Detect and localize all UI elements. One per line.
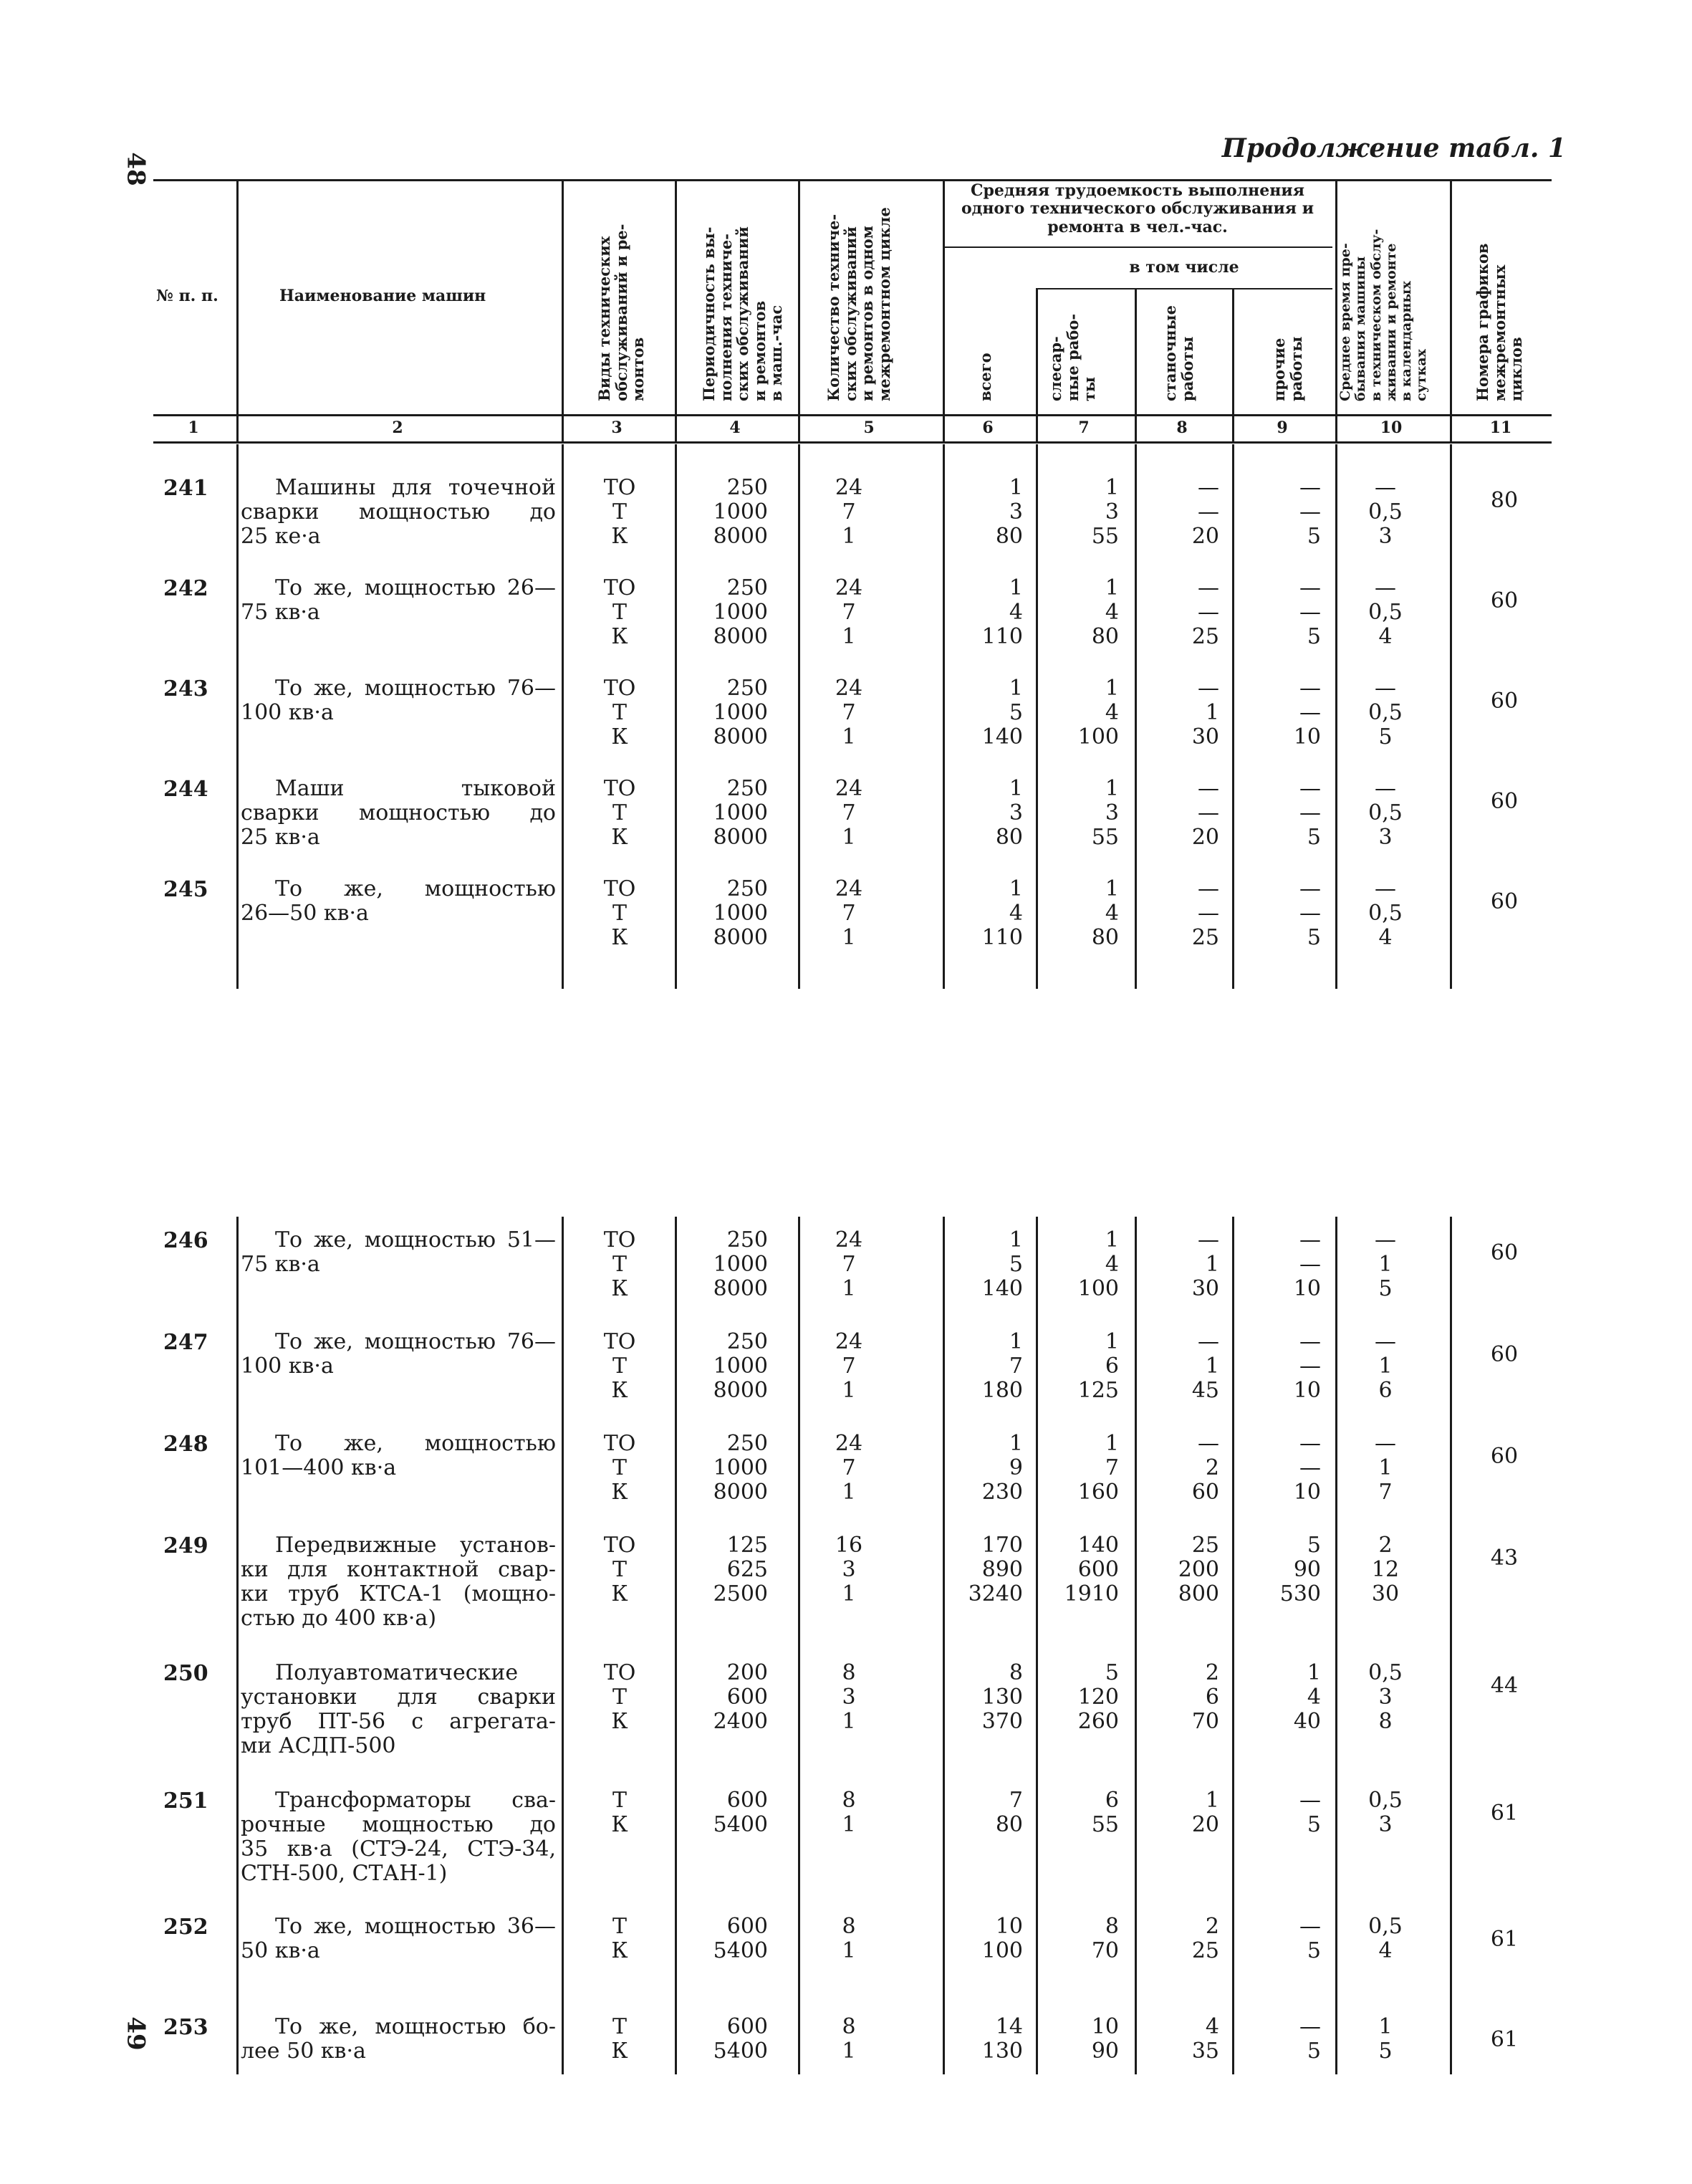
cell-days: — 0,5 4 xyxy=(1368,575,1403,649)
colnum-1: 1 xyxy=(188,418,199,437)
cell-count: 8 3 1 xyxy=(842,1660,856,1734)
column-rule xyxy=(1450,1217,1452,2074)
cell-period: 250 1000 8000 xyxy=(713,776,768,850)
cell-count: 24 7 1 xyxy=(835,876,863,950)
machine-name xyxy=(241,576,556,625)
cell-total: 7 80 xyxy=(995,1788,1023,1837)
cell-slesar: 10 90 xyxy=(1091,2014,1119,2064)
machine-name-line: 50 кв·а xyxy=(241,1938,320,1963)
machine-name-line: рочные мощностью до xyxy=(241,1812,556,1837)
row-number: 246 xyxy=(163,1228,208,1253)
machine-name-line: То же, мощностью 36— xyxy=(275,1914,556,1939)
cell-count: 8 1 xyxy=(842,1788,856,1837)
cell-graph: 60 xyxy=(1490,1342,1519,1367)
cell-slesar: 140 600 1910 xyxy=(1064,1533,1119,1606)
cell-days: — 1 7 xyxy=(1375,1431,1396,1505)
colnum-4: 4 xyxy=(729,418,741,437)
cell-period: 600 5400 xyxy=(713,2014,768,2064)
cell-stanoch: — — 20 xyxy=(1191,776,1219,850)
cell-slesar: 1 4 100 xyxy=(1077,1227,1119,1301)
cell-types: ТО Т К xyxy=(603,776,636,850)
cell-count: 24 7 1 xyxy=(835,575,863,649)
header-col8: станочные работы xyxy=(1161,305,1196,401)
colnum-6: 6 xyxy=(982,418,994,437)
cell-prochie: — — 10 xyxy=(1293,1227,1321,1301)
header-top-rule xyxy=(153,179,1552,181)
header-col4: Периодичность вы- полнения техниче- ских обслуживаний и ремонтов в маш.-час xyxy=(700,226,786,401)
cell-period: 600 5400 xyxy=(713,1914,768,1963)
cell-types: ТО Т К xyxy=(603,1227,636,1301)
cell-prochie: 1 4 40 xyxy=(1293,1660,1321,1734)
cell-slesar: 1 4 80 xyxy=(1091,876,1119,950)
cell-period: 125 625 2500 xyxy=(713,1533,768,1606)
cell-count: 24 7 1 xyxy=(835,1227,863,1301)
header-subgroup: в том числе xyxy=(1129,258,1239,277)
machine-name-line: 100 кв·а xyxy=(241,1354,334,1379)
machine-name xyxy=(241,1533,556,1631)
header-col6: всего xyxy=(976,353,994,401)
header-col1: № п. п. xyxy=(156,287,218,305)
cell-prochie: — 5 xyxy=(1299,2014,1321,2064)
cell-total: 1 9 230 xyxy=(981,1431,1023,1505)
cell-count: 24 7 1 xyxy=(835,776,863,850)
cell-types: ТО Т К xyxy=(603,575,636,649)
cell-count: 16 3 1 xyxy=(835,1533,863,1606)
header-column-rule xyxy=(236,181,239,441)
cell-period: 250 1000 8000 xyxy=(713,575,768,649)
cell-days: 0,5 4 xyxy=(1368,1914,1403,1963)
header-column-rule xyxy=(798,181,800,441)
cell-total: 1 5 140 xyxy=(981,1227,1023,1301)
cell-graph: 43 xyxy=(1490,1546,1519,1571)
cell-days: 0,5 3 8 xyxy=(1368,1660,1403,1734)
cell-total: 1 5 140 xyxy=(981,676,1023,749)
cell-prochie: — — 10 xyxy=(1293,1329,1321,1403)
subgroup-rule xyxy=(1036,288,1332,289)
cell-period: 250 1000 8000 xyxy=(713,1431,768,1505)
cell-slesar: 1 4 100 xyxy=(1077,676,1119,749)
cell-graph: 60 xyxy=(1490,689,1519,714)
column-rule xyxy=(236,1217,239,2074)
cell-days: 2 12 30 xyxy=(1371,1533,1400,1606)
column-rule xyxy=(562,444,564,989)
cell-graph: 61 xyxy=(1490,2027,1519,2052)
machine-name-line: Передвижные установ- xyxy=(275,1533,556,1558)
cell-types: ТО Т К xyxy=(603,1660,636,1734)
row-number: 247 xyxy=(163,1330,208,1355)
row-number: 242 xyxy=(163,576,208,601)
cell-prochie: — — 10 xyxy=(1293,1431,1321,1505)
cell-stanoch: — — 25 xyxy=(1191,575,1219,649)
colnum-9: 9 xyxy=(1277,418,1288,437)
cell-total: 10 100 xyxy=(981,1914,1023,1963)
cell-stanoch: — 2 60 xyxy=(1191,1431,1219,1505)
cell-graph: 44 xyxy=(1490,1673,1519,1698)
cell-period: 250 1000 8000 xyxy=(713,676,768,749)
machine-name-line: 25 кв·а xyxy=(241,825,320,850)
cell-days: — 0,5 4 xyxy=(1368,876,1403,950)
cell-days: — 0,5 5 xyxy=(1368,676,1403,749)
cell-types: ТО Т К xyxy=(603,876,636,950)
cell-days: — 1 5 xyxy=(1375,1227,1396,1301)
cell-slesar: 6 55 xyxy=(1091,1788,1119,1837)
machine-name-line: Машины для точечной xyxy=(275,475,556,500)
cell-stanoch: — 1 45 xyxy=(1191,1329,1219,1403)
cell-slesar: 5 120 260 xyxy=(1077,1660,1119,1734)
cell-prochie: 5 90 530 xyxy=(1279,1533,1321,1606)
cell-prochie: — 5 xyxy=(1299,1788,1321,1837)
cell-total: 8 130 370 xyxy=(981,1660,1023,1734)
machine-name-line: труб ПТ-56 с агрегата- xyxy=(241,1709,556,1734)
column-rule xyxy=(1450,444,1452,989)
machine-name-line: 35 кв·а (СТЭ-24, СТЭ-34, xyxy=(241,1836,556,1862)
cell-types: Т К xyxy=(611,1788,628,1837)
machine-name xyxy=(241,1915,556,1963)
machine-name-line: То же, мощностью 51— xyxy=(275,1227,556,1253)
cell-period: 200 600 2400 xyxy=(713,1660,768,1734)
row-number: 243 xyxy=(163,676,208,701)
cell-count: 24 7 1 xyxy=(835,475,863,549)
machine-name-line: То же, мощностью 76— xyxy=(275,676,556,701)
cell-total: 170 890 3240 xyxy=(968,1533,1023,1606)
cell-total: 1 3 80 xyxy=(995,475,1023,549)
continuation-title: Продолжение табл. 1 xyxy=(1221,133,1566,163)
cell-slesar: 1 4 80 xyxy=(1091,575,1119,649)
machine-name-line: 26—50 кв·а xyxy=(241,901,369,926)
colnum-3: 3 xyxy=(611,418,623,437)
cell-count: 24 7 1 xyxy=(835,676,863,749)
cell-types: ТО Т К xyxy=(603,475,636,549)
row-number: 249 xyxy=(163,1533,208,1558)
header-col11: Номера графиков межремонтных циклов xyxy=(1474,243,1526,401)
colnum-5: 5 xyxy=(863,418,875,437)
page-number-top: 48 xyxy=(121,152,150,186)
colnum-2: 2 xyxy=(392,418,403,437)
machine-name-line: То же, мощностью 76— xyxy=(275,1329,556,1354)
header-col2: Наименование машин xyxy=(279,287,486,305)
machine-name-line: СТН-500, СТАН-1) xyxy=(241,1861,448,1886)
cell-graph: 60 xyxy=(1490,588,1519,613)
row-number: 253 xyxy=(163,2015,208,2040)
cell-prochie: — — 5 xyxy=(1299,575,1321,649)
cell-prochie: — — 5 xyxy=(1299,776,1321,850)
cell-total: 1 3 80 xyxy=(995,776,1023,850)
colnum-8: 8 xyxy=(1176,418,1188,437)
cell-prochie: — — 10 xyxy=(1293,676,1321,749)
column-rule xyxy=(798,444,800,989)
cell-stanoch: — 1 30 xyxy=(1191,1227,1219,1301)
row-number: 251 xyxy=(163,1788,208,1814)
machine-name-line: Полуавтоматические xyxy=(275,1660,519,1685)
cell-graph: 61 xyxy=(1490,1801,1519,1826)
header-col7: слесар- ные рабо- ты xyxy=(1047,313,1099,401)
cell-period: 250 1000 8000 xyxy=(713,1329,768,1403)
cell-total: 1 4 110 xyxy=(981,876,1023,950)
cell-stanoch: 4 35 xyxy=(1191,2014,1219,2064)
cell-types: ТО Т К xyxy=(603,1431,636,1505)
cell-graph: 80 xyxy=(1490,488,1519,513)
machine-name-line: ки труб КТСА-1 (мощно- xyxy=(241,1581,556,1606)
cell-count: 8 1 xyxy=(842,1914,856,1963)
cell-types: Т К xyxy=(611,1914,628,1963)
header-column-rule xyxy=(675,181,677,441)
machine-name-line: То же, мощностью бо- xyxy=(275,2014,556,2039)
machine-name-line: установки для сварки xyxy=(241,1685,556,1710)
cell-total: 14 130 xyxy=(981,2014,1023,2064)
machine-name xyxy=(241,2015,556,2064)
colnum-7: 7 xyxy=(1078,418,1090,437)
cell-graph: 61 xyxy=(1490,1927,1519,1952)
machine-name-line: То же, мощностью xyxy=(275,1431,556,1456)
machine-name-line: стью до 400 кв·а) xyxy=(241,1606,437,1631)
cell-days: 1 5 xyxy=(1378,2014,1393,2064)
machine-name-line: То же, мощностью xyxy=(275,876,556,901)
cell-stanoch: — 1 30 xyxy=(1191,676,1219,749)
machine-name-line: сварки мощностью до xyxy=(241,499,556,525)
header-column-rule xyxy=(1450,181,1452,441)
cell-total: 1 4 110 xyxy=(981,575,1023,649)
row-number: 248 xyxy=(163,1432,208,1457)
machine-name-line: То же, мощностью 26— xyxy=(275,575,556,600)
cell-stanoch: — — 20 xyxy=(1191,475,1219,549)
machine-name-line: Маши тыковой xyxy=(275,776,556,801)
machine-name xyxy=(241,877,556,926)
machine-name xyxy=(241,1228,556,1277)
colnum-rule xyxy=(153,441,1552,444)
cell-period: 600 5400 xyxy=(713,1788,768,1837)
cell-graph: 60 xyxy=(1490,889,1519,914)
header-col3: Виды технических обслуживаний и ре- монтов xyxy=(595,224,648,401)
machine-name-line: 25 ке·а xyxy=(241,524,321,549)
cell-types: ТО Т К xyxy=(603,1329,636,1403)
machine-name-line: сварки мощностью до xyxy=(241,800,556,825)
cell-count: 8 1 xyxy=(842,2014,856,2064)
machine-name-line: 75 кв·а xyxy=(241,600,320,625)
cell-prochie: — 5 xyxy=(1299,1914,1321,1963)
cell-days: — 1 6 xyxy=(1375,1329,1396,1403)
header-column-rule xyxy=(562,181,564,441)
cell-stanoch: 25 200 800 xyxy=(1178,1533,1219,1606)
machine-name xyxy=(241,476,556,549)
cell-slesar: 1 7 160 xyxy=(1077,1431,1119,1505)
machine-name xyxy=(241,1788,556,1886)
machine-name xyxy=(241,777,556,850)
cell-stanoch: 2 6 70 xyxy=(1191,1660,1219,1734)
row-number: 245 xyxy=(163,877,208,902)
cell-slesar: 1 3 55 xyxy=(1091,776,1119,850)
column-rule xyxy=(798,1217,800,2074)
cell-slesar: 1 3 55 xyxy=(1091,475,1119,549)
row-number: 244 xyxy=(163,777,208,802)
cell-graph: 60 xyxy=(1490,1240,1519,1265)
column-rule xyxy=(236,444,239,989)
header-group: Средняя трудоемкость выполнения одного технического обслуживания и ремонта в чел.-час. xyxy=(961,181,1314,236)
cell-period: 250 1000 8000 xyxy=(713,1227,768,1301)
row-number: 252 xyxy=(163,1915,208,1940)
cell-days: 0,5 3 xyxy=(1368,1788,1403,1837)
cell-slesar: 1 6 125 xyxy=(1077,1329,1119,1403)
cell-graph: 60 xyxy=(1490,1444,1519,1469)
machine-name xyxy=(241,676,556,725)
cell-days: — 0,5 3 xyxy=(1368,475,1403,549)
colnum-11: 11 xyxy=(1489,418,1512,437)
page-number-bottom: 49 xyxy=(121,2016,150,2051)
cell-graph: 60 xyxy=(1490,789,1519,814)
cell-count: 24 7 1 xyxy=(835,1329,863,1403)
machine-name-line: 75 кв·а xyxy=(241,1252,320,1277)
cell-period: 250 1000 8000 xyxy=(713,475,768,549)
machine-name-line: ми АСДП-500 xyxy=(241,1733,396,1758)
machine-name-line: ки для контактной свар- xyxy=(241,1557,556,1582)
machine-name-line: Трансформаторы сва- xyxy=(275,1788,556,1813)
machine-name-line: 101—400 кв·а xyxy=(241,1455,397,1480)
header-col9: прочие работы xyxy=(1270,336,1305,401)
cell-prochie: — — 5 xyxy=(1299,876,1321,950)
group-rule xyxy=(943,246,1332,248)
cell-slesar: 8 70 xyxy=(1091,1914,1119,1963)
column-rule xyxy=(562,1217,564,2074)
cell-stanoch: 1 20 xyxy=(1191,1788,1219,1837)
cell-prochie: — — 5 xyxy=(1299,475,1321,549)
cell-types: ТО Т К xyxy=(603,1533,636,1606)
machine-name xyxy=(241,1661,556,1758)
colnum-10: 10 xyxy=(1380,418,1403,437)
cell-period: 250 1000 8000 xyxy=(713,876,768,950)
cell-days: — 0,5 3 xyxy=(1368,776,1403,850)
header-col10: Среднее время пре- бывания машины в техническом обслу- живании и ремонте в календарных сутках xyxy=(1337,229,1430,401)
cell-stanoch: 2 25 xyxy=(1191,1914,1219,1963)
machine-name xyxy=(241,1330,556,1379)
row-number: 241 xyxy=(163,476,208,501)
cell-types: Т К xyxy=(611,2014,628,2064)
header-col5: Количество техниче- ских обслуживаний и ремонтов в одном межремонтном цикле xyxy=(825,207,893,401)
cell-total: 1 7 180 xyxy=(981,1329,1023,1403)
header-bottom-rule xyxy=(153,414,1552,416)
row-number: 250 xyxy=(163,1661,208,1686)
cell-types: ТО Т К xyxy=(603,676,636,749)
machine-name xyxy=(241,1432,556,1480)
machine-name-line: лее 50 кв·а xyxy=(241,2039,366,2064)
cell-count: 24 7 1 xyxy=(835,1431,863,1505)
cell-stanoch: — — 25 xyxy=(1191,876,1219,950)
machine-name-line: 100 кв·а xyxy=(241,700,334,725)
